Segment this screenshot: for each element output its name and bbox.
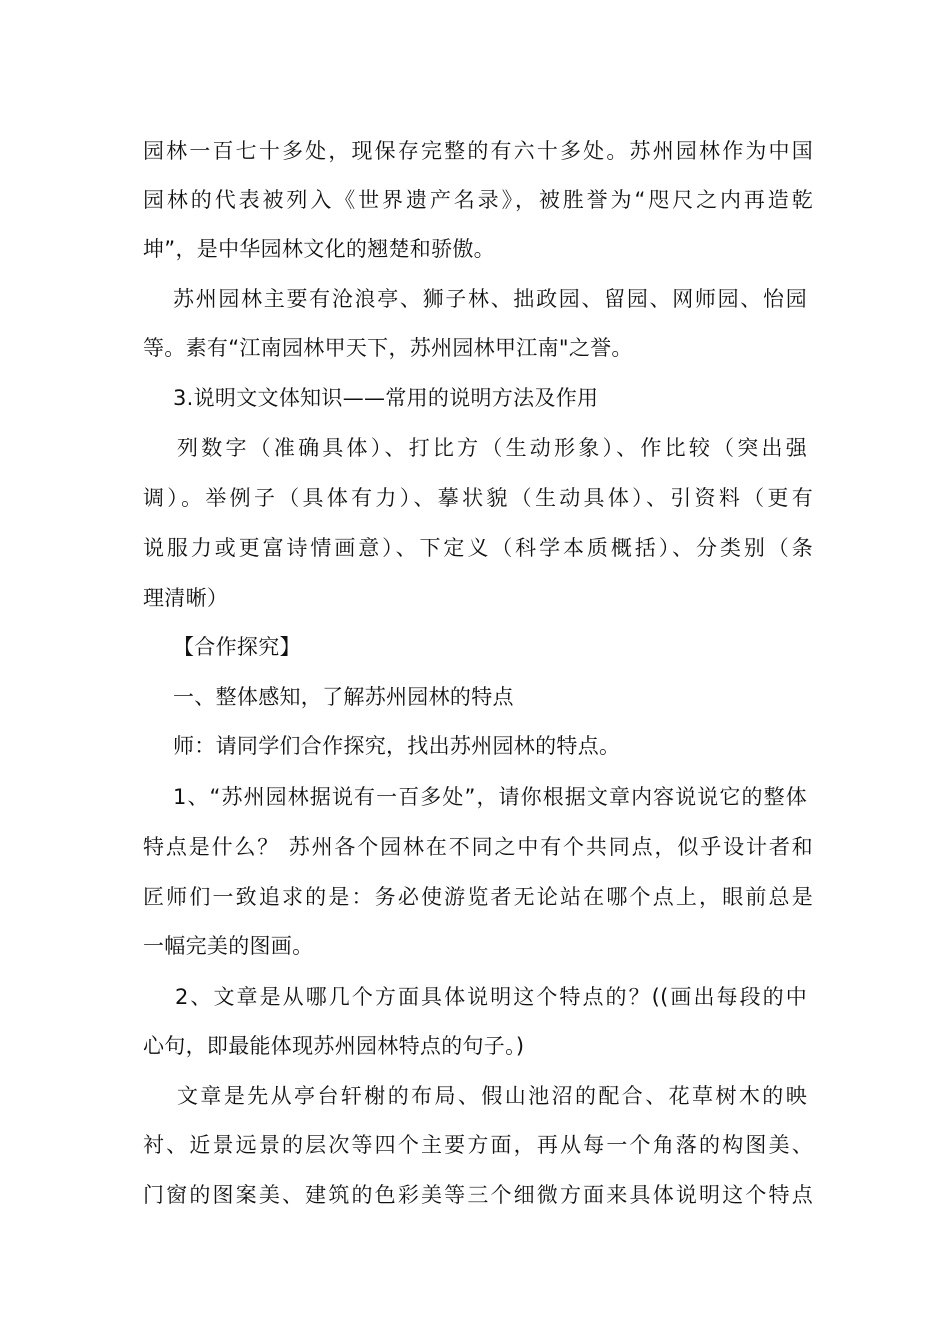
paragraph-line: 说服力或更富诗情画意）、下定义（科学本质概括）、分类别（条 (143, 536, 813, 560)
section-heading: 【合作探究】 (173, 635, 301, 659)
paragraph-line: 园林一百七十多处，现保存完整的有六十多处。苏州园林作为中国 (143, 139, 813, 163)
paragraph-line: 心句，即最能体现苏州园林特点的句子。) (143, 1034, 525, 1058)
section-heading: 一、整体感知，了解苏州园林的特点 (173, 685, 514, 709)
paragraph-line: 调）。举例子（具体有力）、摹状貌（生动具体）、引资料（更有 (143, 486, 813, 510)
paragraph-line: 坤”，是中华园林文化的翘楚和骄傲。 (143, 237, 495, 261)
paragraph-line: 师：请同学们合作探究，找出苏州园林的特点。 (173, 734, 621, 758)
paragraph-line: 1、“苏州园林据说有一百多处”，请你根据文章内容说说它的整体 (173, 785, 807, 809)
paragraph-line: 理清晰） (143, 586, 229, 610)
paragraph-line: 特点是什么？ 苏州各个园林在不同之中有个共同点，似乎设计者和 (143, 835, 813, 859)
paragraph-line: 苏州园林主要有沧浪亭、狮子林、拙政园、留园、网师园、怡园 (173, 287, 807, 311)
paragraph-line: 等。素有“江南园林甲天下，苏州园林甲江南"之誉。 (143, 336, 633, 360)
paragraph-line: 一幅完美的图画。 (143, 934, 314, 958)
paragraph-line: 2、文章是从哪几个方面具体说明这个特点的？((画出每段的中 (175, 985, 807, 1009)
paragraph-line: 园林的代表被列入《世界遗产名录》，被胜誉为“咫尺之内再造乾 (143, 188, 813, 212)
paragraph-line: 衬、近景远景的层次等四个主要方面，再从每一个角落的构图美、 (143, 1133, 813, 1157)
paragraph-line: 列数字（准确具体）、打比方（生动形象）、作比较（突出强 (177, 436, 807, 460)
paragraph-line: 匠师们一致追求的是：务必使游览者无论站在哪个点上，眼前总是 (143, 885, 813, 909)
paragraph-line: 门窗的图案美、建筑的色彩美等三个细微方面来具体说明这个特点 (143, 1183, 813, 1207)
paragraph-line: 文章是先从亭台轩榭的布局、假山池沼的配合、花草树木的映 (177, 1084, 807, 1108)
section-heading: 3.说明文文体知识——常用的说明方法及作用 (173, 386, 599, 410)
